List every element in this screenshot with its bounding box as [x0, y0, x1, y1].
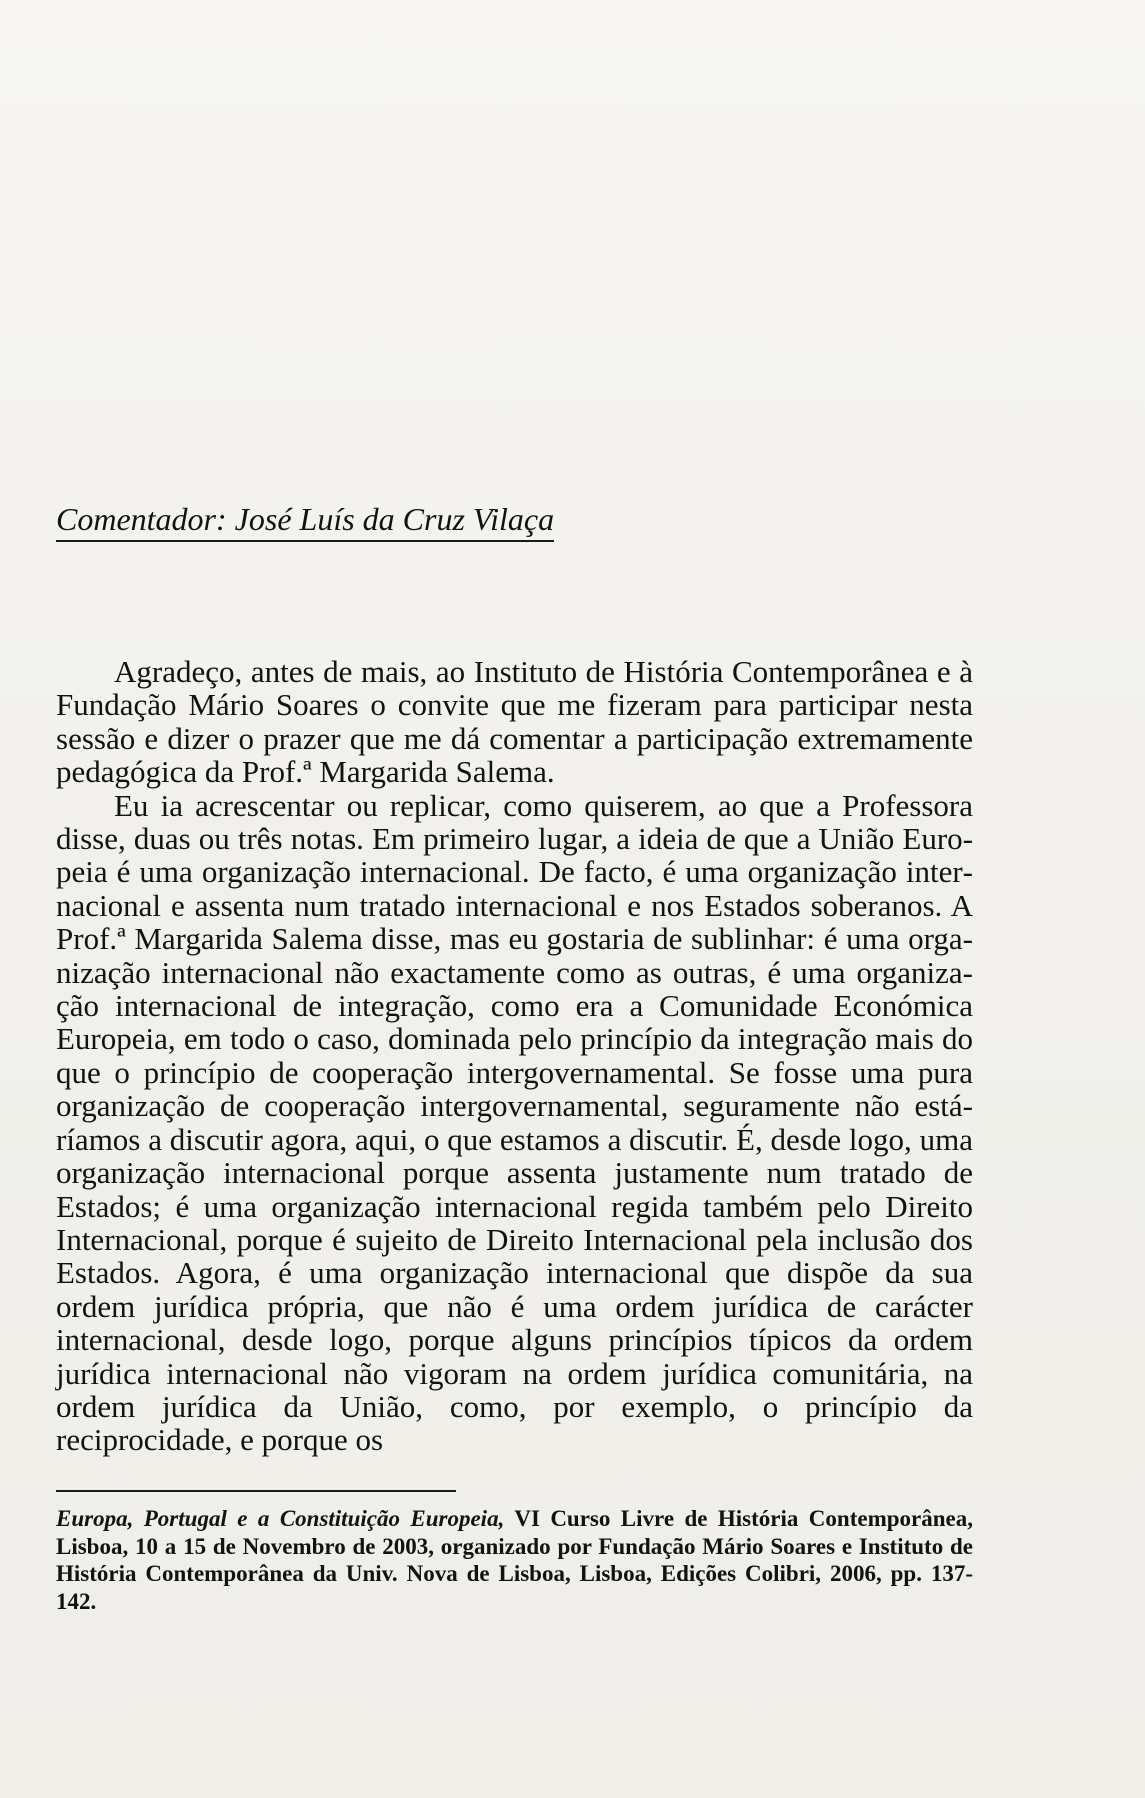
bleed-through-header: [240, 62, 1060, 92]
paragraph: Agradeço, antes de mais, ao Instituto de História Contemporânea e à Fundação Mário Soares o convite que me fizeram para participar nesta sessão e dizer o prazer que me dá comentar a participação extremamente pedagógica da Prof.ª Margarida Salema.: [56, 654, 973, 790]
footnote-divider: [56, 1490, 456, 1492]
commentator-name: José Luís da Cruz Vilaça: [234, 501, 555, 537]
paragraph: Eu ia acrescentar ou replicar, como quiserem, ao que a Professora disse, duas ou três notas. Em primeiro lugar, a ideia de que a União Europeia é uma organização internacional. De facto, é uma organização internacional e assenta num tratado internacional e nos Estados soberanos. A Prof.ª Margarida Salema disse, mas eu gostaria de sublinhar: é uma organização internacional não exactamente como as outras, é uma organização internacional de integração, como era a Comunidade Económica Europeia, em todo o caso, dominada pelo princípio da integração mais do que o princípio de cooperação intergovernamental. Se fosse uma pura organização de cooperação intergovernamental, seguramente não estáríamos a discutir agora, aqui, o que estamos a discutir. É, desde logo, uma organização internacional porque assenta justamente num tratado de Estados; é uma organização internacional regida também pelo Direito Internacional, porque é sujeito de Direito Internacional pela inclusão dos Estados. Agora, é uma organização internacional que dispõe da sua ordem jurídica própria, que não é uma ordem jurídica de carácter internacional, desde logo, porque alguns princípios típicos da ordem jurídica internacional não vigoram na ordem jurídica comunitária, na ordem jurídica da União, como, por exemplo, o princípio da reciprocidade, e porque os: [56, 787, 973, 1458]
body-text: [56, 655, 973, 1457]
footnote: [56, 1505, 973, 1615]
commentator-label: Comentador: [56, 501, 216, 537]
footnote-title: Europa, Portugal e a Constituição Europeia,: [56, 1506, 505, 1531]
commentator-heading: Comentador: José Luís da Cruz Vilaça: [56, 500, 554, 542]
footnote-text: VI Curso Livre de História Contemporânea, Lisboa, 10 a 15 de Novembro de 2003, organizado por Fundação Mário Soares e Instituto de História Contemporânea da Univ. Nova de Lisboa, Lisboa, Edições Colibri, 2006, pp. 137-142.: [56, 1506, 973, 1614]
